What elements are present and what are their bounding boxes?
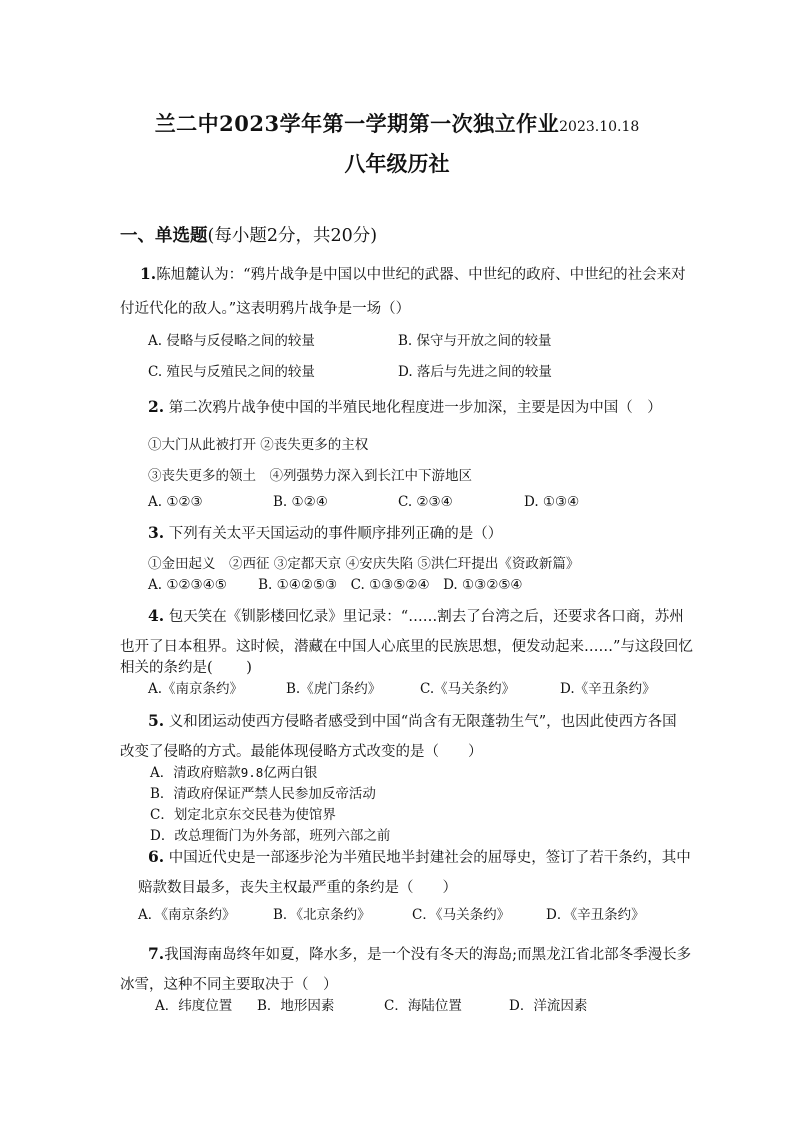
- question-3-options: A. ①②③④⑤ B. ①④②⑤③ C. ①③⑤②④ D. ①③②⑤④: [148, 577, 523, 593]
- question-7-option-c: C．海陆位置: [384, 998, 462, 1014]
- question-1-option-c: C. 殖民与反殖民之间的较量: [148, 364, 315, 380]
- question-6-option-a: A．《南京条约》: [138, 907, 236, 923]
- question-5-option-c: C．划定北京东交民巷为使馆界: [150, 807, 336, 823]
- question-3-stem: [148, 524, 502, 543]
- question-4-stem-line-1: [148, 607, 684, 626]
- section-heading-note: (每小题2分，共20分): [207, 226, 378, 246]
- question-7-number: 7.: [148, 944, 165, 963]
- section-heading-label: 一、单选题: [120, 226, 208, 246]
- question-7-option-b: B．地形因素: [257, 998, 335, 1014]
- question-4-option-a: A.《南京条约》: [148, 681, 244, 697]
- question-2-option-a: A. ①②③: [148, 494, 203, 510]
- question-2-option-c: C. ②③④: [398, 494, 453, 510]
- document-subtitle: 八年级历社: [344, 151, 450, 176]
- question-1-stem-line-1: [140, 265, 686, 284]
- question-6-option-c: C．《马关条约》: [412, 907, 511, 923]
- question-6-option-d: D．《辛丑条约》: [546, 907, 645, 923]
- question-6-number: 6.: [148, 847, 165, 866]
- question-2-text: 第二次鸦片战争使中国的半殖民地化程度进一步加深，主要是因为中国（ ）: [164, 400, 662, 416]
- question-5-option-a-label: A．: [150, 765, 174, 781]
- question-1-option-a: A. 侵略与反侵略之间的较量: [148, 333, 315, 349]
- question-2-option-d: D. ①③④: [524, 494, 580, 510]
- question-4-stem-line-3: 相关的条约是( ): [120, 660, 252, 676]
- question-5-stem-line-1: [148, 712, 677, 731]
- question-1-number: 1.: [140, 264, 157, 283]
- question-6-text-1: 中国近代史是一部逐步沦为半殖民地半封建社会的屈辱史，签订了若干条约，其中: [164, 850, 691, 866]
- title-date: 2023.10.18: [559, 119, 640, 135]
- question-1-option-d: D. 落后与先进之间的较量: [398, 364, 552, 380]
- question-4-number: 4.: [148, 606, 165, 625]
- question-3-number: 3.: [148, 523, 165, 542]
- question-3-text: 下列有关太平天国运动的事件顺序排列正确的是（）: [164, 526, 503, 542]
- question-5-option-d: D．改总理衙门为外务部，班列六部之前: [150, 828, 391, 844]
- question-5-option-a: [150, 764, 317, 782]
- question-2-item-line-1: ①大门从此被打开 ②丧失更多的主权: [148, 437, 369, 453]
- question-3-items: ①金田起义 ②西征 ③定都天京 ④安庆失陷 ⑤洪仁玕提出《资政新篇》: [148, 556, 580, 572]
- question-7-stem-line-1: [148, 945, 691, 964]
- question-5-option-a-post: 亿两白银: [263, 765, 318, 781]
- title-text: 兰二中2023学年第一学期第一次独立作业: [154, 111, 560, 136]
- question-7-option-d: D．洋流因素: [509, 998, 588, 1014]
- question-4-option-d: D.《辛丑条约》: [560, 681, 656, 697]
- section-heading: [120, 222, 377, 247]
- question-5-option-b: B．清政府保证严禁人民参加反帝活动: [150, 786, 376, 802]
- question-4-option-b: B.《虎门条约》: [286, 681, 382, 697]
- question-5-text-1: 义和团运动使西方侵略者感受到中国“尚含有无限蓬勃生气”，也因此使西方各国: [164, 714, 677, 730]
- question-6-stem-line-1: [148, 848, 691, 867]
- question-7-text-1: 我国海南岛终年如夏，降水多，是一个没有冬天的海岛;而黑龙江省北部冬季漫长多: [164, 947, 692, 963]
- question-6-stem-line-2: 赔款数目最多，丧失主权最严重的条约是（ ）: [138, 880, 457, 896]
- question-4-option-c: C.《马关条约》: [420, 681, 516, 697]
- question-5-option-a-pre: 清政府赔款: [173, 765, 241, 781]
- question-4-text-1: 包天笑在《钏影楼回忆录》里记录：“……割去了台湾之后，还要求各口商，苏州: [164, 609, 684, 625]
- question-2-number: 2.: [148, 397, 165, 416]
- question-2-option-b: B. ①②④: [273, 494, 328, 510]
- question-2-stem: [148, 398, 662, 417]
- question-5-stem-line-2: 改变了侵略的方式。最能体现侵略方式改变的是（ ）: [120, 744, 483, 760]
- question-5-number: 5.: [148, 711, 165, 730]
- question-6-option-b: B．《北京条约》: [273, 907, 371, 923]
- question-7-option-a: A．纬度位置: [155, 998, 233, 1014]
- question-5-option-a-number: 9.8: [240, 765, 264, 780]
- question-2-item-line-2: ③丧失更多的领土 ④列强势力深入到长江中下游地区: [148, 468, 472, 484]
- question-1-stem-line-2: 付近代化的敌人。”这表明鸦片战争是一场（）: [120, 301, 411, 317]
- question-1-text-1: 陈旭麓认为：“鸦片战争是中国以中世纪的武器、中世纪的政府、中世纪的社会来对: [156, 267, 686, 283]
- question-1-option-b: B. 保守与开放之间的较量: [398, 333, 552, 349]
- document-title: [0, 108, 794, 138]
- question-4-stem-line-2: 也开了日本租界。这时候，潜藏在中国人心底里的民族思想，便发动起来……”与这段回忆: [120, 639, 693, 655]
- question-7-stem-line-2: 冰雪，这种不同主要取决于（ ）: [120, 977, 338, 993]
